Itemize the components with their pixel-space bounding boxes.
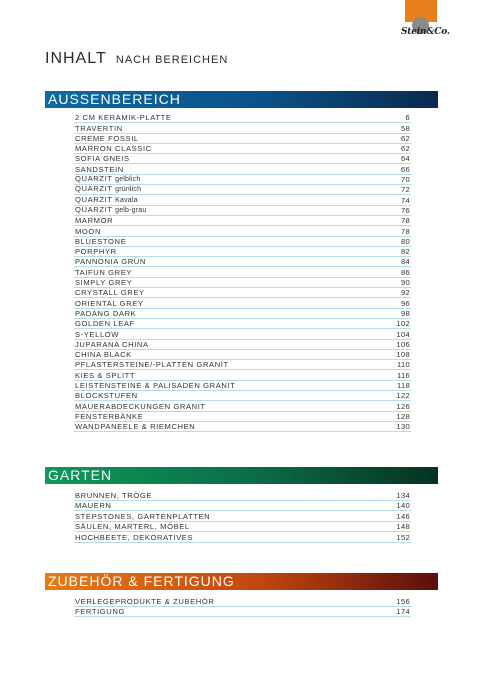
toc-entry-title (74, 237, 126, 246)
toc-entry-title (74, 360, 229, 369)
toc-entry-title (74, 216, 113, 225)
toc-entry-page-number: 110 (396, 360, 410, 370)
toc-entry-page-number: 62 (400, 133, 410, 143)
toc-entry-page-number: 130 (396, 422, 410, 432)
toc-entry-name: CREME FOSSIL (75, 133, 139, 143)
section-header-zubehoer-fertigung: ZUBEHÖR & FERTIGUNG (45, 573, 438, 590)
toc-entry-page-number: 66 (400, 164, 410, 174)
toc-entry-title (74, 113, 172, 122)
brand-logo (398, 21, 450, 43)
toc-entry-name: QUARZIT (75, 204, 113, 214)
toc-list-zubehoer-fertigung (74, 596, 411, 617)
toc-entry-page-number: 74 (400, 195, 410, 205)
toc-entry[interactable] (74, 370, 411, 380)
toc-entry-page-number: 122 (396, 391, 410, 401)
toc-entry-name: BLUESTONE (75, 236, 127, 246)
toc-entry[interactable] (74, 134, 411, 144)
toc-entry[interactable] (74, 329, 411, 339)
toc-entry-title (74, 607, 125, 616)
toc-entry-page-number: 134 (396, 490, 410, 500)
toc-entry-page-number: 82 (400, 247, 410, 257)
toc-entry-title (74, 522, 190, 531)
toc-entry[interactable] (74, 350, 411, 360)
toc-entry-title (74, 268, 132, 277)
toc-entry-name: MAUERABDECKUNGEN GRANIT (75, 401, 206, 411)
toc-entry-name: PORPHYR (75, 247, 117, 257)
toc-entry-variant: grünlich (115, 186, 142, 194)
page-title (45, 50, 228, 68)
toc-entry[interactable] (74, 216, 411, 226)
toc-entry-page-number: 92 (400, 288, 410, 298)
toc-entry-title (74, 319, 135, 328)
toc-entry-name: BLOCKSTUFEN (75, 391, 138, 401)
toc-entry-page-number: 78 (400, 216, 410, 226)
toc-entry-page-number: 98 (400, 308, 410, 318)
toc-entry-variant: gelblich (115, 176, 141, 184)
toc-entry[interactable] (74, 298, 411, 308)
toc-entry-name: FENSTERBÄNKE (75, 411, 144, 421)
toc-entry-title (74, 340, 149, 349)
section-header-garten: GARTEN (45, 467, 438, 484)
toc-entry[interactable] (74, 532, 411, 543)
toc-entry-title (74, 278, 132, 287)
toc-entry-title (74, 350, 132, 359)
toc-entry-title (74, 134, 139, 143)
toc-entry-title (74, 299, 144, 308)
toc-entry-title (74, 184, 141, 194)
toc-entry-title (74, 412, 143, 421)
toc-entry[interactable] (74, 144, 411, 154)
toc-entry-title (74, 174, 140, 184)
toc-entry-title (74, 402, 206, 411)
toc-entry[interactable] (74, 319, 411, 329)
toc-entry-name: VERLEGEPRODUKTE & ZUBEHÖR (75, 596, 215, 606)
toc-entry[interactable] (74, 247, 411, 257)
toc-entry-title (74, 501, 112, 510)
toc-entry-name: MARRON CLASSIC (75, 144, 152, 154)
toc-entry-page-number: 80 (400, 236, 410, 246)
toc-entry-page-number: 104 (396, 329, 410, 339)
toc-entry-name: S-YELLOW (75, 329, 120, 339)
toc-entry-title (74, 165, 124, 174)
toc-entry-page-number: 128 (396, 411, 410, 421)
toc-entry-page-number: 118 (396, 381, 410, 391)
toc-entry-name: QUARZIT (75, 174, 113, 184)
toc-entry-page-number: 174 (396, 607, 410, 617)
section-header-aussenbereich: AUSSENBEREICH (45, 91, 438, 108)
toc-entry-name: SOFIA GNEIS (75, 154, 130, 164)
toc-entry[interactable] (74, 309, 411, 319)
page-title-sub: NACH BEREICHEN (115, 54, 229, 66)
toc-entry-name: ORIENTAL GREY (75, 298, 144, 308)
toc-entry[interactable] (74, 237, 411, 247)
toc-entry-name: PADANG DARK (75, 308, 137, 318)
toc-entry-name: PFLASTERSTEINE/-PLATTEN GRANIT (75, 360, 229, 370)
toc-list-garten (74, 490, 411, 543)
toc-entry-name: CRYSTALL GREY (75, 288, 145, 298)
toc-entry-page-number: 90 (400, 278, 410, 288)
toc-entry[interactable] (74, 391, 411, 401)
toc-entry[interactable] (74, 360, 411, 370)
toc-entry-name: SÄULEN, MARTERL, MÖBEL (75, 522, 190, 532)
toc-entry-page-number: 96 (400, 298, 410, 308)
toc-entry-name: QUARZIT (75, 184, 113, 194)
toc-list-aussenbereich (74, 113, 411, 432)
toc-entry-page-number: 146 (396, 511, 410, 521)
logo-text: Stein&Co. (401, 27, 450, 37)
toc-entry-title (74, 288, 145, 297)
toc-entry-title (74, 422, 195, 431)
toc-entry-page-number: 152 (396, 532, 410, 542)
toc-entry-name: BRUNNEN, TRÖGE (75, 490, 153, 500)
toc-entry-name: MARMOR (75, 216, 114, 226)
toc-entry[interactable] (74, 123, 411, 133)
toc-entry-name: SANDSTEIN (75, 164, 124, 174)
toc-entry-page-number: 6 (405, 113, 410, 123)
toc-entry-page-number: 140 (396, 501, 410, 511)
toc-entry[interactable] (74, 340, 411, 350)
toc-entry[interactable] (74, 113, 411, 123)
toc-entry-title (74, 257, 146, 266)
toc-entry[interactable] (74, 257, 411, 267)
toc-entry-name: LEISTENSTEINE & PALISADEN GRANIT (75, 381, 236, 391)
toc-entry-name: MOON (75, 226, 102, 236)
toc-entry[interactable] (74, 267, 411, 277)
toc-entry[interactable] (74, 226, 411, 236)
toc-entry-variant: Kavala (115, 196, 138, 204)
toc-entry[interactable] (74, 288, 411, 298)
toc-entry[interactable] (74, 206, 411, 216)
toc-entry-name: GOLDEN LEAF (75, 319, 135, 329)
toc-entry-page-number: 58 (400, 123, 410, 133)
toc-entry-title (74, 195, 138, 205)
toc-entry-page-number: 72 (400, 185, 410, 195)
toc-entry-title (74, 309, 136, 318)
toc-entry-page-number: 116 (396, 370, 410, 380)
toc-entry-title (74, 124, 123, 133)
toc-entry-page-number: 76 (400, 205, 410, 215)
toc-entry[interactable] (74, 501, 411, 512)
toc-entry[interactable] (74, 401, 411, 411)
toc-entry-title (74, 512, 210, 521)
toc-entry-page-number: 126 (396, 401, 410, 411)
toc-entry-name: QUARZIT (75, 194, 113, 204)
toc-entry[interactable] (74, 607, 411, 618)
toc-entry-title (74, 533, 193, 542)
page-title-main: INHALT (45, 50, 107, 67)
toc-entry-name: SIMPLY GREY (75, 278, 133, 288)
toc-entry-name: 2 CM KERAMIK-PLATTE (75, 113, 172, 123)
toc-entry-title (74, 144, 152, 153)
toc-entry-name: TAIFUN GREY (75, 267, 133, 277)
toc-entry-page-number: 102 (396, 319, 410, 329)
toc-entry-title (74, 154, 130, 163)
toc-entry-name: JUPARANA CHINA (75, 339, 149, 349)
toc-entry-title (74, 330, 119, 339)
toc-entry-variant: gelb-grau (115, 206, 147, 214)
toc-entry[interactable] (74, 422, 411, 432)
toc-entry[interactable] (74, 522, 411, 533)
toc-entry-title (74, 205, 147, 215)
toc-entry-page-number: 86 (400, 267, 410, 277)
toc-entry[interactable] (74, 596, 411, 607)
toc-entry-page-number: 108 (396, 350, 410, 360)
toc-entry-page-number: 62 (400, 144, 410, 154)
toc-entry-name: MAUERN (75, 501, 112, 511)
toc-entry[interactable] (74, 381, 411, 391)
toc-entry-page-number: 78 (400, 226, 410, 236)
toc-entry-title (74, 371, 135, 380)
toc-entry-title (74, 597, 214, 606)
toc-entry-page-number: 70 (400, 175, 410, 185)
toc-entry-name: HOCHBEETE, DEKORATIVES (75, 532, 194, 542)
toc-entry-title (74, 491, 152, 500)
toc-entry-name: FERTIGUNG (75, 607, 125, 617)
toc-entry-name: KIES & SPLITT (75, 370, 136, 380)
toc-entry-page-number: 106 (396, 339, 410, 349)
toc-entry-page-number: 156 (396, 596, 410, 606)
toc-entry-title (74, 247, 117, 256)
toc-entry-page-number: 64 (400, 154, 410, 164)
toc-entry[interactable] (74, 278, 411, 288)
toc-entry-page-number: 84 (400, 257, 410, 267)
toc-entry-name: STEPSTONES, GARTENPLATTEN (75, 511, 211, 521)
toc-entry-page-number: 148 (396, 522, 410, 532)
toc-entry-name: CHINA BLACK (75, 350, 132, 360)
toc-entry-title (74, 381, 235, 390)
toc-entry-title (74, 227, 101, 236)
toc-entry-name: TRAVERTIN (75, 123, 123, 133)
toc-entry-name: WANDPANEELE & RIEMCHEN (75, 422, 196, 432)
toc-entry[interactable] (74, 154, 411, 164)
toc-entry-name: PANNONIA GRÜN (75, 257, 146, 267)
toc-entry[interactable] (74, 490, 411, 501)
toc-entry[interactable] (74, 412, 411, 422)
toc-entry-title (74, 391, 138, 400)
toc-entry[interactable] (74, 511, 411, 522)
